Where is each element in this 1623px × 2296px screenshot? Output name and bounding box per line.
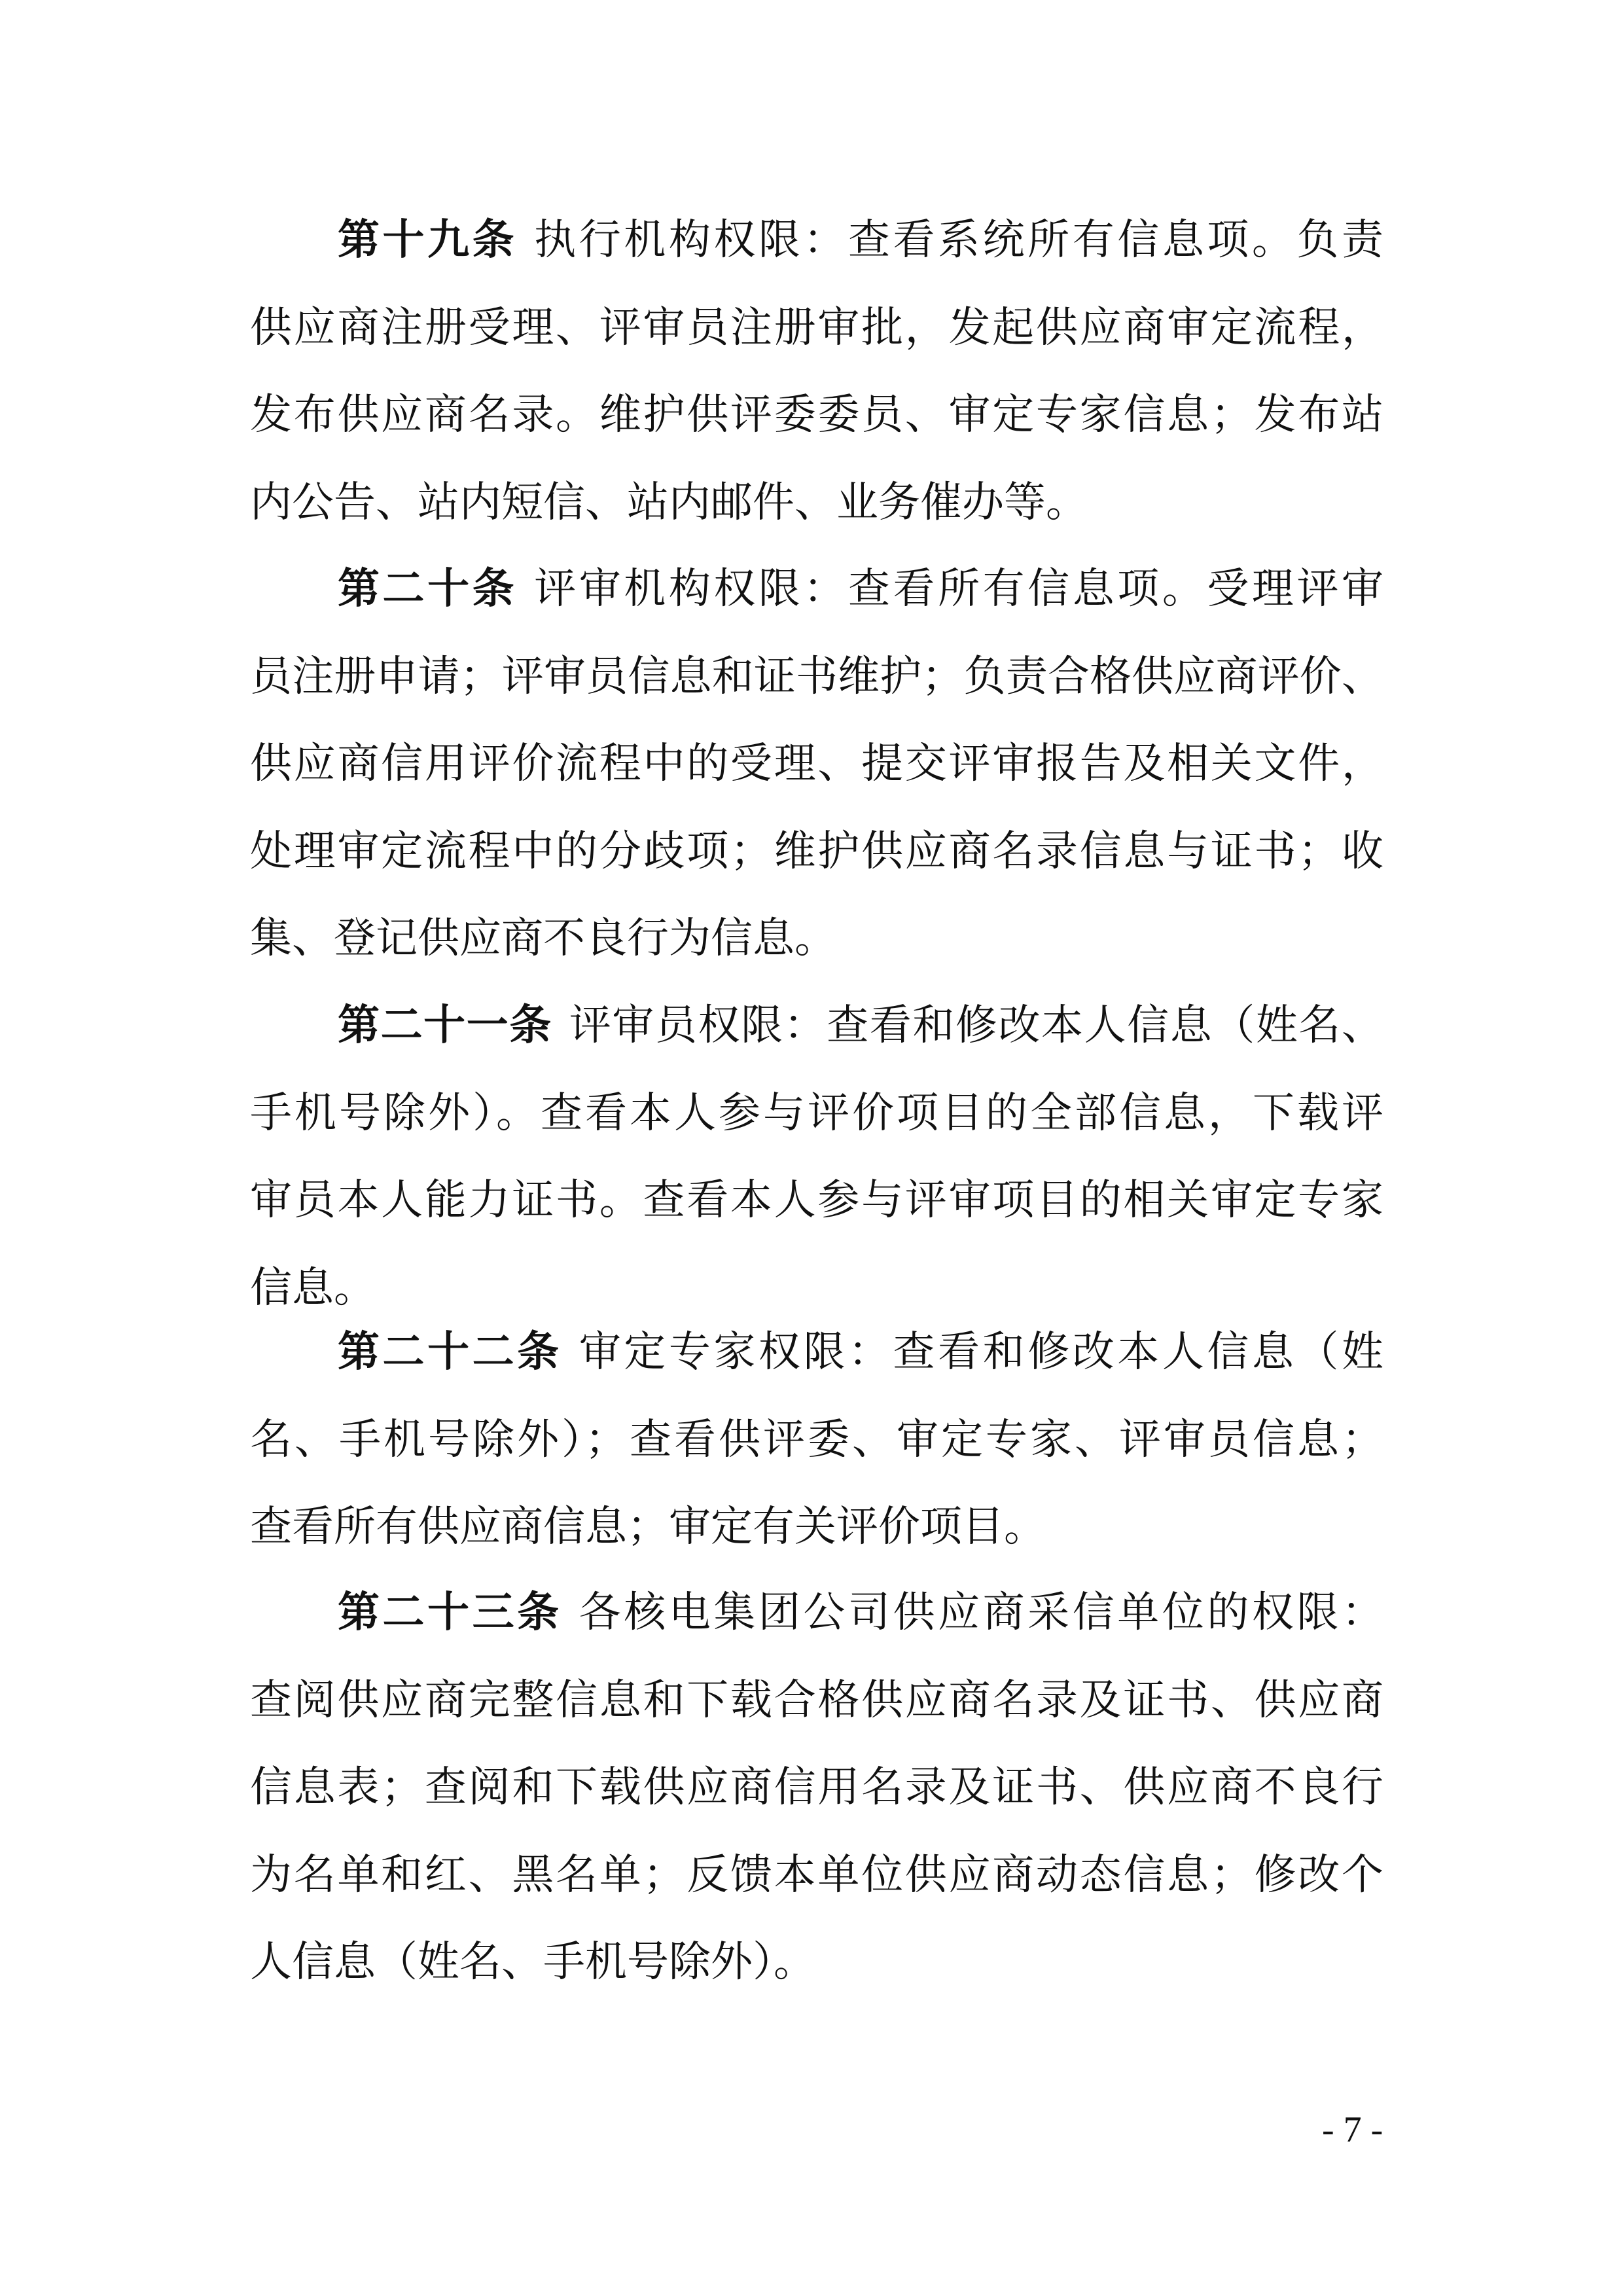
article-text: 供应商信用评价流程中的受理、提交评审报告及相关文件，: [250, 740, 1383, 788]
article-line: [250, 1501, 1383, 1553]
article-text: 员注册申请；评审员信息和证书维护；负责合格供应商评价、: [250, 652, 1383, 701]
article-text: 各核电集团公司供应商采信单位的权限：: [579, 1588, 1384, 1637]
article-first-line: [338, 214, 1383, 266]
article-line: [250, 476, 1383, 529]
article-line: [250, 825, 1383, 878]
article-text: 查阅供应商完整信息和下载合格供应商名录及证书、供应商: [250, 1676, 1383, 1725]
article-line: [250, 1761, 1383, 1814]
article-text: 信息表；查阅和下载供应商信用名录及证书、供应商不良行: [250, 1763, 1383, 1812]
article-line: [250, 1849, 1383, 1901]
article-text: 供应商注册受理、评审员注册审批，发起供应商审定流程，: [250, 303, 1383, 352]
article-text: 人信息（姓名、手机号除外）。: [250, 1938, 815, 1986]
article-text: 手机号除外）。查看本人参与评价项目的全部信息，下载评: [250, 1088, 1383, 1138]
article-first-line: [338, 1587, 1383, 1639]
article-line: [250, 1936, 1383, 1988]
article-first-line: [338, 1326, 1383, 1378]
article-text: 集、登记供应商不良行为信息。: [250, 914, 836, 963]
article-line: [250, 1414, 1383, 1466]
page-number: - 7 -: [1322, 2109, 1383, 2150]
article-heading: 第二十三条: [338, 1588, 562, 1637]
article-first-line: [338, 563, 1383, 615]
article-line: [250, 302, 1383, 354]
article-text: 评审机构权限：查看所有信息项。受理评审: [534, 565, 1384, 613]
article-text: 审定专家权限：查看和修改本人信息（姓: [579, 1328, 1384, 1376]
article-heading: 第二十二条: [338, 1327, 562, 1376]
article-text: 评审员权限：查看和修改本人信息（姓名、: [569, 1001, 1383, 1050]
article-text: 审员本人能力证书。查看本人参与评审项目的相关审定专家: [250, 1176, 1383, 1225]
article-text: 信息。: [250, 1263, 376, 1312]
article-text: 发布供应商名录。维护供评委委员、审定专家信息；发布站: [250, 391, 1383, 439]
article-text: 查看所有供应商信息；审定有关评价项目。: [250, 1503, 1046, 1551]
article-first-line: [338, 999, 1383, 1052]
article-line: [250, 738, 1383, 790]
article-heading: 第二十条: [338, 564, 518, 613]
article-text: 为名单和红、黑名单；反馈本单位供应商动态信息；修改个: [250, 1850, 1383, 1899]
article-line: [250, 912, 1383, 965]
article-heading: 第二十一条: [338, 1001, 552, 1050]
article-heading: 第十九条: [338, 215, 518, 264]
article-line: [250, 651, 1383, 703]
article-text: 执行机构权限：查看系统所有信息项。负责: [534, 216, 1384, 264]
article-line: [250, 389, 1383, 441]
article-line: [250, 1262, 1383, 1314]
article-text: 内公告、站内短信、站内邮件、业务催办等。: [250, 478, 1088, 527]
article-line: [250, 1674, 1383, 1727]
article-line: [250, 1174, 1383, 1227]
article-line: [250, 1087, 1383, 1139]
article-text: 处理审定流程中的分歧项；维护供应商名录信息与证书；收: [250, 827, 1383, 876]
article-text: 名、手机号除外）；查看供评委、审定专家、评审员信息；: [250, 1415, 1383, 1464]
